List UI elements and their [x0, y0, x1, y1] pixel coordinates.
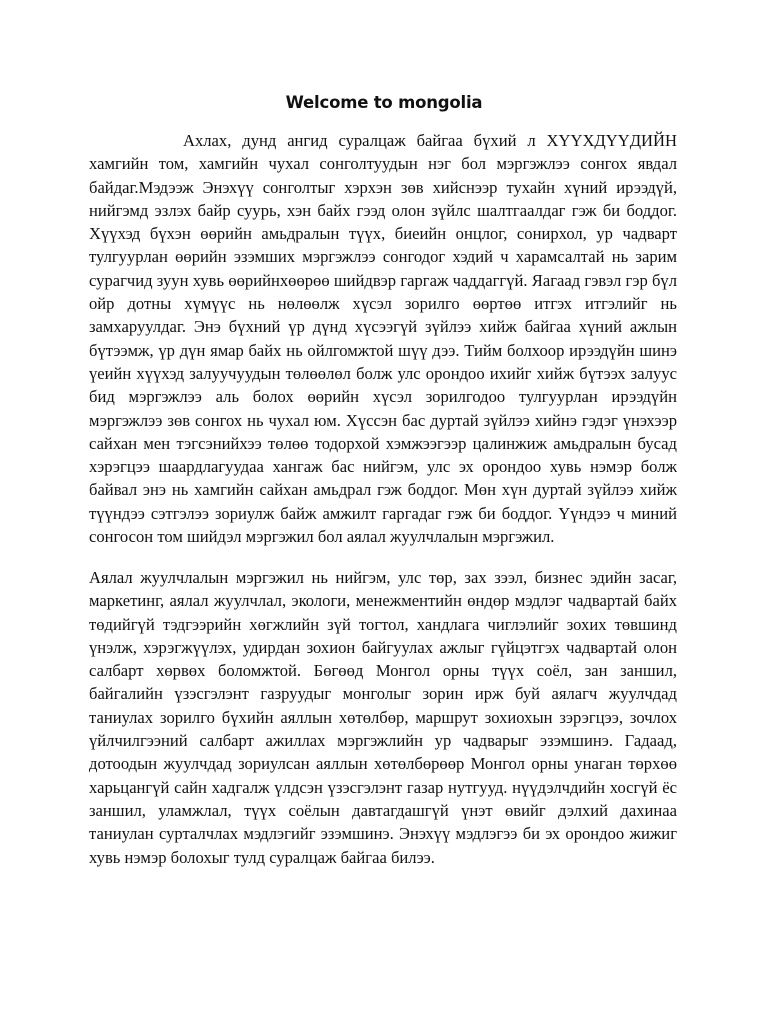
paragraph-2: Аялал жуулчлалын мэргэжил нь нийгэм, улс төр, зах зээл, бизнес эдийн засаг, маркетинг, аялал жуулчлал, экологи, менежментийн өндөр мэдлэг чадвартай байх төдийгүй тэдгээрийн хөгжлийн зүй тогтол, хандлага чиглэлийг зохих төвшинд үнэлж, хэрэгжүүлэх, удирдан зохион байгуулах ажлыг гүйцэтгэх чадвартай олон салбарт хөрвөх боломжтой. Бөгөөд Монгол орны түүх соёл, зан заншил, байгалийн үзэсгэлэнт газруудыг монголыг зорин ирж буй аялагч жуулчдад таниулах зорилго бүхийн аяллын хөтөлбөр, маршрут зохиохын зэрэгцээ, зочлох үйлчилгээний салбарт ажиллах мэргэжлийн ур чадварыг эзэмшинэ. Гадаад, дотоодын жуулчдад зориулсан аяллын хөтөлбөрөөр Монгол орны унаган төрхөө харьцангүй сайн хадгалж үлдсэн үзэсгэлэнт газар нутгууд. нүүдэлчдийн хосгүй ёс заншил, уламжлал, түүх соёлын давтагдашгүй үнэт өвийг дэлхий дахинаа таниулан сурталчлах мэдлэгийг эзэмшинэ. Энэхүү мэдлэгээ би эх орондоо жижиг хувь нэмэр болохыг тулд суралцаж байгаа билээ.: [89, 568, 677, 867]
document-title: Welcome to mongolia: [285, 93, 483, 112]
paragraph-1: Ахлах, дунд ангид суралцаж байгаа бүхий л ХҮҮХДҮҮДИЙН хамгийн том, хамгийн чухал сонголтуудын нэг бол мэргэжлээ сонгох явдал байдаг.Мэдээж Энэхүү сонголтыг хэрхэн зөв хийснээр тухайн хүний ирээдүй, нийгэмд эзлэх байр суурь, хэн байх гээд олон зүйлс шалтгаалдаг гэж би боддог. Хүүхэд бүхэн өөрийн амьдралын түүх, биеийн онцлог, сонирхол, ур чадварт тулгуурлан өөрийн эзэмших мэргэжлээ сонгодог хэдий ч харамсалтай нь зарим сурагчид зуун хувь өөрийнхөөрөө шийдвэр гаргаж чаддаггүй. Яагаад гэвэл гэр бүл ойр дотны хүмүүс нь нөлөөлж хүсэл зорилго өөртөө итгэх итгэлийг нь замхаруулдаг. Энэ бүхний үр дүнд хүсээгүй зүйлээ хийж байгаа хүний ажлын бүтээмж, үр дүн ямар байх нь ойлгомжтой шүү дээ. Тийм болхоор ирээдүйн шинэ үеийн хүүхэд залуучуудын төлөөлөл болж улс орондоо ихийг хийж бүтээх залуус бид мэргэжлээ аль болох өөрийн хүсэл зорилгодоо тулгуурлан ирээдүйн мэргэжлээ зөв сонгох нь чухал юм. Хүссэн бас дуртай зүйлээ хийнэ гэдэг үнэхээр сайхан мен тэгсэнийхээ төлөө тодорхой хэмжээгээр цалинжиж амьдралын бусад хэрэгцээ шаардлагуудаа хангаж бас нийгэм, улс эх орондоо хувь нэмэр болж байвал энэ нь хамгийн сайхан амьдрал гэж боддог. Мөн хүн дуртай зүйлээ хийж түүндээ сэтгэлээ зориулж байж амжилт гаргадаг гэж би боддог. Үүндээ ч миний сонгосон том шийдэл мэргэжил бол аялал жуулчлалын мэргэжил.: [89, 131, 677, 547]
